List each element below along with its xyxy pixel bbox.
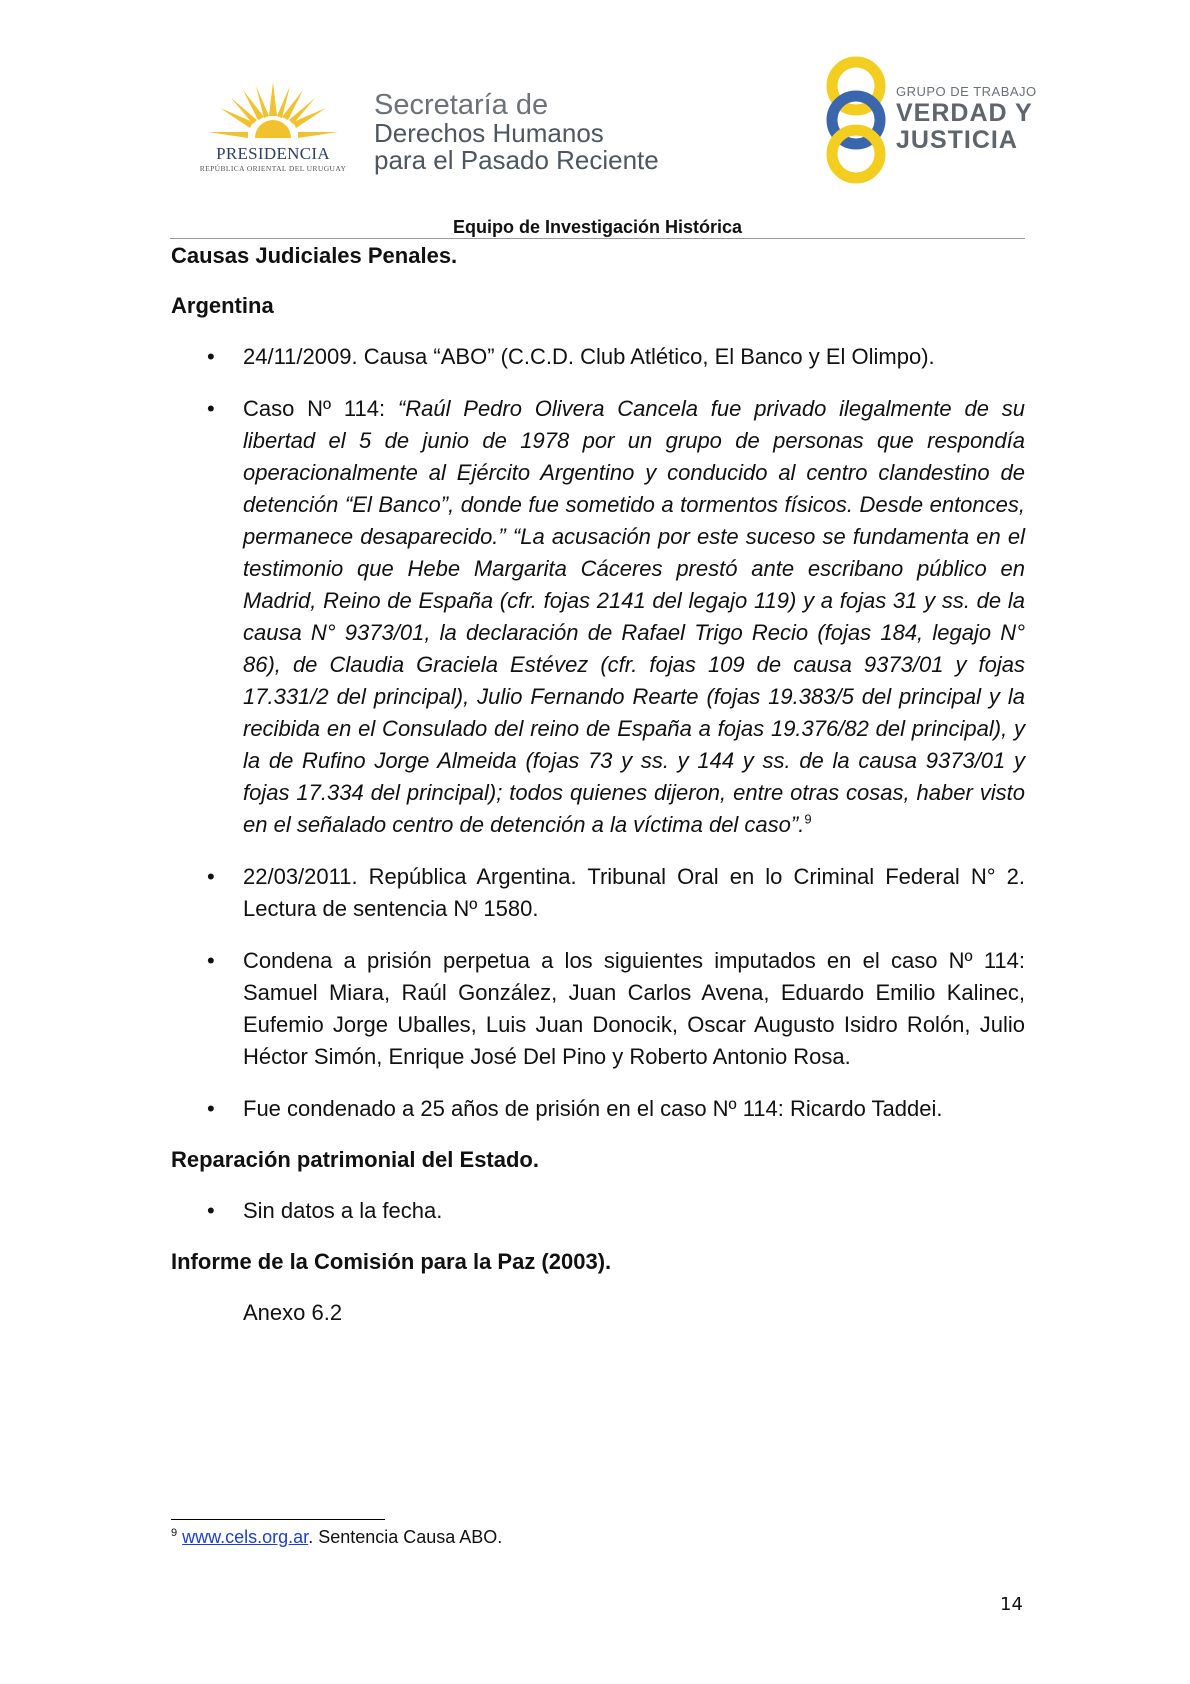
secretaria-line-1: Secretaría de: [374, 89, 549, 121]
footnote-text: . Sentencia Causa ABO.: [308, 1527, 503, 1547]
country-heading: Argentina: [171, 293, 274, 318]
list-item: [171, 393, 1025, 841]
gtvj-line-3: JUSTICIA: [896, 126, 1018, 154]
page-number: 14: [1000, 1594, 1023, 1615]
bullet-icon: •: [207, 396, 215, 421]
anexo-text: Anexo 6.2: [243, 1300, 343, 1325]
bullet-icon: •: [207, 864, 215, 889]
sun-icon: [198, 80, 348, 146]
list-item: [171, 945, 1025, 1073]
bullet-icon: •: [207, 1198, 215, 1223]
bullet-icon: •: [207, 1096, 215, 1121]
bullet-icon: •: [207, 344, 215, 369]
secretaria-line-3: para el Pasado Reciente: [374, 145, 659, 175]
anexo-reference: [171, 1297, 1025, 1329]
list-item: [171, 1195, 1025, 1227]
running-header: Equipo de Investigación Histórica: [452, 217, 743, 237]
case-quote: “Raúl Pedro Olivera Cancela fue privado ilegalmente de su libertad el 5 de junio de 1978 por un grupo de personas que respondía operacionalmente al Ejército Argentino y conducido al centro clandestino de detención “El Banco”, donde fue sometido a tormentos físicos. Desde entonces, permanece desaparecido.” “La acusación por este suceso se fundamenta en el testimonio que Hebe Margarita Cáceres prestó ante escribano público en Madrid, Reino de España (cfr. fojas 2141 del legajo 119) y a fojas 31 y ss. de la causa N° 9373/01, la declaración de Rafael Trigo Recio (fojas 184, legajo N° 86), de Claudia Graciela Estévez (cfr. fojas 109 de causa 9373/01 y fojas 17.331/2 del principal), Julio Fernando Rearte (fojas 19.383/5 del principal y la recibida en el Consulado del reino de España a fojas 19.376/82 del principal), y la de Rufino Jorge Almeida (fojas 73 y ss. y 144 y ss. de la causa 9373/01 y fojas 17.334 del principal); todos quienes dijeron, entre otras cosas, haber visto en el señalado centro de detención a la víctima del caso”.: [243, 396, 1025, 837]
presidencia-subtitle: REPÚBLICA ORIENTAL DEL URUGUAY: [199, 164, 347, 173]
list-item-prefix: Caso Nº 114:: [243, 396, 398, 421]
page-header: [0, 0, 1190, 200]
presidencia-logo: [198, 80, 348, 180]
section-heading-causas: Causas Judiciales Penales.: [171, 243, 458, 268]
verdad-justicia-logo: [818, 56, 1048, 186]
list-item-text: Condena a prisión perpetua a los siguientes imputados en el caso Nº 114: Samuel Miara, Raúl González, Juan Carlos Avena, Eduardo Emilio Kalinec, Eufemio Jorge Uballes, Luis Juan Donocik, Oscar Augusto Isidro Rolón, Julio Héctor Simón, Enrique José Del Pino y Roberto Antonio Rosa.: [243, 948, 1025, 1069]
list-item: [171, 861, 1025, 925]
list-item-text: Sin datos a la fecha.: [243, 1198, 443, 1223]
footnote: [171, 1527, 502, 1548]
footnote-divider: [171, 1519, 385, 1520]
document-body: [171, 238, 1025, 1329]
gtvj-line-2: VERDAD Y: [896, 99, 1033, 127]
list-item-text: 22/03/2011. República Argentina. Tribunal Oral en lo Criminal Federal N° 2. Lectura de sentencia Nº 1580.: [243, 864, 1025, 921]
list-item: [171, 341, 1025, 373]
footnote-link[interactable]: www.cels.org.ar: [182, 1527, 309, 1547]
presidencia-name: PRESIDENCIA: [216, 144, 330, 163]
section-heading-reparacion: Reparación patrimonial del Estado.: [171, 1147, 539, 1172]
list-item-text: Fue condenado a 25 años de prisión en el caso Nº 114: Ricardo Taddei.: [243, 1096, 943, 1121]
bullet-icon: •: [207, 948, 215, 973]
section-heading-informe: Informe de la Comisión para la Paz (2003).: [171, 1249, 612, 1274]
gtvj-line-1: GRUPO DE TRABAJO: [896, 84, 1037, 99]
secretaria-logo-text: [374, 90, 704, 174]
footnote-reference[interactable]: 9: [804, 811, 812, 827]
footnote-number: 9: [171, 1527, 178, 1539]
secretaria-line-2: Derechos Humanos: [374, 118, 604, 148]
linked-rings-icon: [818, 56, 898, 186]
list-item: [171, 1093, 1025, 1125]
list-item-text: 24/11/2009. Causa “ABO” (C.C.D. Club Atlético, El Banco y El Olimpo).: [243, 344, 935, 369]
